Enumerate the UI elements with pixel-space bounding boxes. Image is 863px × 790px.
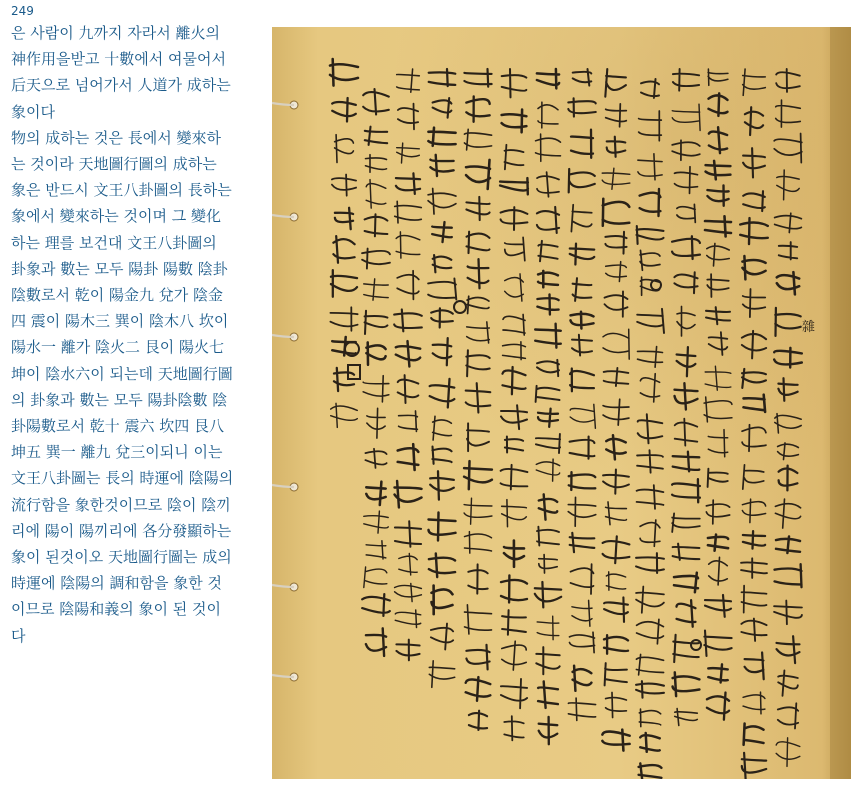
transcription-line: 는 것이라 天地圖行圖의 成하는 bbox=[11, 155, 217, 174]
transcription-line: 陰數로서 乾이 陽金九 兌가 陰金 bbox=[11, 286, 224, 305]
manuscript-image bbox=[272, 27, 851, 779]
transcription-line: 의 卦象과 數는 모두 陽卦陰數 陰 bbox=[11, 390, 228, 409]
transcription-line: 다 bbox=[11, 626, 26, 645]
transcription-line: 象이다 bbox=[11, 102, 55, 121]
transcription-line: 四 震이 陽木三 巽이 陰木八 坎이 bbox=[11, 312, 229, 331]
transcription-text bbox=[11, 20, 256, 649]
transcription-line: 이므로 陰陽和義의 象이 된 것이 bbox=[11, 600, 221, 619]
transcription-line: 物의 成하는 것은 長에서 變來하 bbox=[11, 128, 221, 147]
transcription-line: 卦象과 數는 모두 陽卦 陽數 陰卦 bbox=[11, 259, 228, 278]
transcription-line: 象은 반드시 文王八卦圖의 長하는 bbox=[11, 181, 232, 200]
margin-note: 雜 bbox=[802, 320, 816, 335]
transcription-line: 文王八卦圖는 長의 時運에 陰陽의 bbox=[11, 469, 234, 488]
page-number: 249 bbox=[11, 4, 34, 18]
transcription-line: 리에 陽이 陽끼리에 各分發顯하는 bbox=[11, 521, 232, 540]
page-edge bbox=[830, 27, 851, 779]
transcription-line: 神作用을받고 十數에서 여물어서 bbox=[11, 50, 226, 69]
transcription-line: 流行함을 象한것이므로 陰이 陰끼 bbox=[11, 495, 231, 514]
transcription-line: 陽水一 離가 陰火二 艮이 陽火七 bbox=[11, 338, 225, 357]
manuscript-scan bbox=[272, 27, 851, 779]
transcription-line: 하는 理를 보건대 文王八卦圖의 bbox=[11, 233, 217, 252]
transcription-line: 坤이 陰水六이 되는데 天地圖行圖 bbox=[11, 364, 233, 383]
transcription-line: 后天으로 넘어가서 人道가 成하는 bbox=[11, 76, 231, 95]
transcription-line: 象에서 變來하는 것이며 그 變化 bbox=[11, 207, 221, 226]
transcription-line: 坤五 巽一 離九 兌三이되니 이는 bbox=[11, 443, 223, 462]
transcription-line: 은 사람이 九까지 자라서 離火의 bbox=[11, 24, 220, 42]
transcription-line: 卦陽數로서 乾十 震六 坎四 艮八 bbox=[11, 417, 225, 436]
transcription-line: 時運에 陰陽의 調和함을 象한 것 bbox=[11, 574, 223, 593]
transcription-line: 象이 된것이오 天地圖行圖는 成의 bbox=[11, 548, 232, 567]
